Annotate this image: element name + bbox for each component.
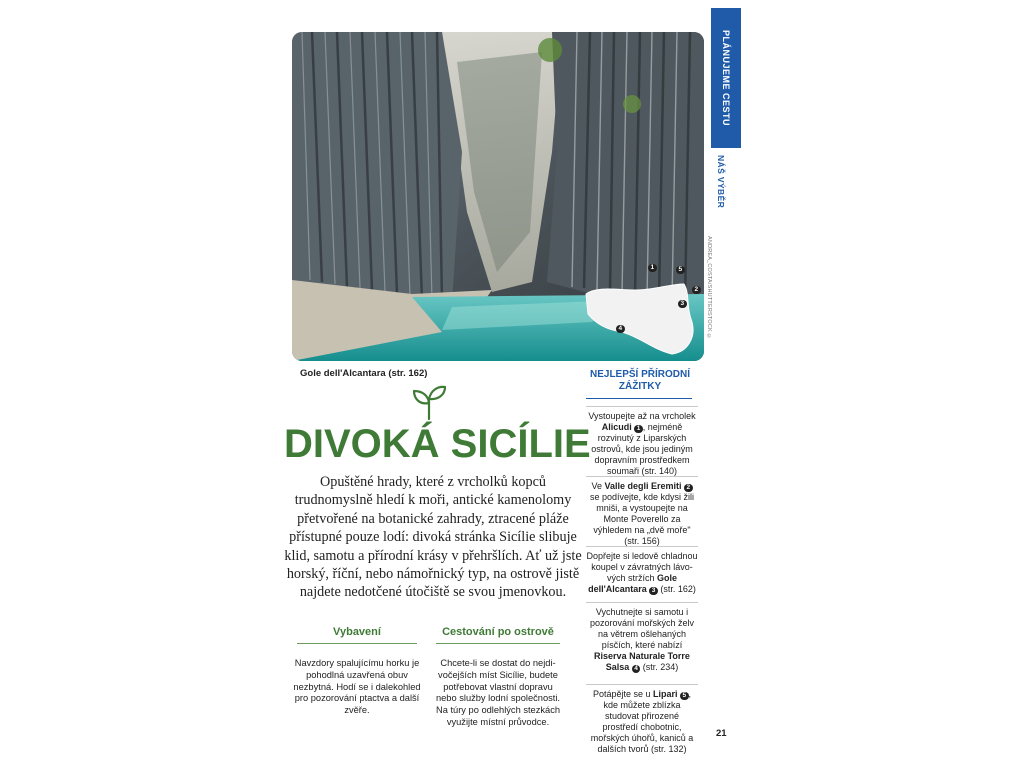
photo-caption: Gole dell'Alcantara (str. 162) bbox=[300, 368, 428, 379]
map-marker-3: 3 bbox=[678, 292, 687, 310]
marker-badge: 2 bbox=[684, 484, 693, 493]
column-heading: Vybavení bbox=[333, 626, 381, 638]
column-divider bbox=[297, 643, 417, 644]
section-tab[interactable] bbox=[711, 8, 741, 148]
gorge-photo bbox=[292, 32, 704, 361]
column-text: Navzdory spalujícímu horku je pohodlná uzavřená obuv nezbytná. Hodí se i dalekohled pro pozorování ptactva a další zvěře. bbox=[293, 658, 421, 716]
map-marker-1: 1 bbox=[648, 256, 657, 274]
page-title: DIVOKÁ SICÍLIE bbox=[284, 422, 591, 466]
sidebar-item: Vychutnejte si samotu i pozorování mořských želv na větrem ošlehaných písčích, které nabízí Riserva Naturale Torre Salsa 4 (str. 234) bbox=[586, 602, 698, 684]
column-travel bbox=[432, 626, 564, 729]
marker-badge: 1 bbox=[634, 425, 643, 434]
map-marker-5: 5 bbox=[676, 258, 685, 276]
marker-badge: 4 bbox=[632, 665, 641, 674]
map-marker-2: 2 bbox=[692, 278, 701, 296]
sidebar-heading: NEJLEPŠÍ PŘÍRODNÍ ZÁŽITKY bbox=[589, 369, 691, 392]
marker-badge: 5 bbox=[680, 692, 689, 701]
sidebar-heading-divider bbox=[586, 398, 692, 399]
column-equipment bbox=[293, 626, 421, 717]
map-marker-4: 4 bbox=[616, 317, 625, 335]
section-tab-label: PLÁNUJEME CESTU bbox=[721, 29, 731, 126]
column-text: Chcete-li se dostat do nejdivočejších míst Sicílie, budete potřebovat vlastní dopravu nebo služby lodní společnosti. Na túry po odlehlých stezkách využijte místní průvodce. bbox=[435, 658, 561, 727]
sidebar-item: Potápějte se u Lipari 5 , kde můžete zblízka studovat přirozené prostředí chobotnic, mořských úhořů, kaniců a dalších tvorů (str. 132) bbox=[586, 684, 698, 754]
section-subtab: NÁŠ VÝBĚR bbox=[716, 155, 726, 209]
sidebar-item: Vystoupejte až na vrcholek Alicudi 1 , nejméně rozvinutý z Liparských ostrovů, kde jsou jediným dopravním prostředkem soumaři (str. 140) bbox=[586, 406, 698, 476]
marker-badge: 3 bbox=[649, 587, 658, 596]
sidebar-item: Ve Valle degli Eremiti 2 se podívejte, kde kdysi žili mniši, a vystoupejte na Monte Poverello za výhledem na „dvě moře" (str. 156) bbox=[586, 476, 698, 546]
column-heading: Cestování po ostrově bbox=[442, 626, 554, 638]
photo-credit: ANDREA_COSTA/SHUTTERSTOCK © bbox=[706, 236, 712, 340]
intro-paragraph: Opuštěné hrady, které z vrcholků kopců trudnomyslně hledí k moři, antické kamenolomy přetvořené na botanické zahrady, ztracené pláže přístupné pouze lodí: divoká stránka Sicílie slibuje klid, samotu a přírodní krásy v přehršlích. Ať už jste horský, říční, nebo námořnický typ, na ostrově jistě najdete nedotčené útočiště se svou jmenovkou. bbox=[284, 474, 582, 601]
page-number: 21 bbox=[716, 728, 727, 739]
sprout-icon bbox=[410, 383, 448, 421]
sidebar-item: Dopřejte si ledově chladnou koupel v závratných lávových stržích Gole dell'Alcantara 3 (str. 162) bbox=[586, 546, 698, 602]
column-divider bbox=[436, 643, 560, 644]
